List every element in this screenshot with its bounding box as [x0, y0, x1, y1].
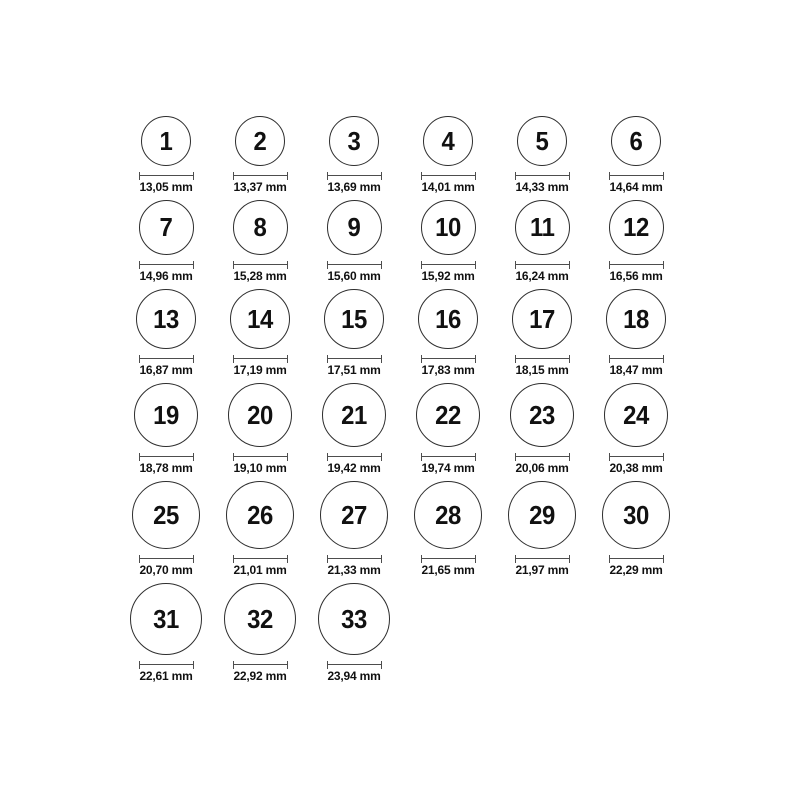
ring-size-item	[495, 116, 589, 194]
ring-circle	[233, 200, 288, 255]
ring-size-number: 12	[623, 212, 649, 242]
ring-size-item	[119, 583, 213, 683]
diameter-measure-icon	[139, 261, 194, 269]
diameter-measure-icon	[609, 453, 664, 461]
ring-size-number: 7	[159, 212, 173, 242]
ring-circle	[327, 200, 382, 255]
ring-size-number: 19	[153, 399, 179, 430]
ring-size-item	[495, 481, 589, 577]
ring-size-item	[119, 383, 213, 475]
ring-size-number: 8	[253, 212, 267, 242]
diameter-label: 19,74 mm	[421, 461, 475, 475]
diameter-label: 16,56 mm	[609, 269, 663, 283]
diameter-measure-icon	[327, 453, 382, 461]
diameter-measure-icon	[515, 555, 570, 563]
ring-circle	[421, 200, 476, 255]
ring-size-item	[589, 289, 683, 377]
diameter-measure-icon	[139, 555, 194, 563]
diameter-measure-icon	[421, 172, 476, 180]
ring-size-item	[589, 116, 683, 194]
ring-circle	[517, 116, 567, 166]
ring-circle	[512, 289, 572, 349]
ring-size-number: 14	[247, 303, 273, 334]
diameter-label: 21,01 mm	[233, 563, 287, 577]
ring-circle	[510, 383, 574, 447]
ring-size-item	[119, 481, 213, 577]
ring-circle	[320, 481, 388, 549]
ring-size-number: 9	[347, 212, 361, 242]
ring-size-row	[119, 289, 800, 377]
diameter-measure-icon	[327, 261, 382, 269]
ring-circle	[329, 116, 379, 166]
ring-circle	[418, 289, 478, 349]
diameter-measure-icon	[609, 555, 664, 563]
diameter-label: 21,65 mm	[421, 563, 475, 577]
ring-circle	[224, 583, 296, 655]
ring-circle	[136, 289, 196, 349]
ring-circle	[611, 116, 661, 166]
ring-size-number: 24	[623, 399, 649, 430]
diameter-label: 15,28 mm	[233, 269, 287, 283]
ring-circle	[230, 289, 290, 349]
ring-size-item	[307, 116, 401, 194]
diameter-measure-icon	[233, 555, 288, 563]
ring-size-number: 15	[341, 303, 367, 334]
ring-size-item	[213, 583, 307, 683]
diameter-label: 20,06 mm	[515, 461, 569, 475]
ring-circle	[235, 116, 285, 166]
diameter-measure-icon	[139, 661, 194, 669]
ring-size-number: 3	[347, 125, 361, 156]
ring-size-number: 30	[623, 499, 649, 530]
diameter-measure-icon	[515, 453, 570, 461]
ring-circle	[609, 200, 664, 255]
diameter-measure-icon	[327, 172, 382, 180]
ring-size-item	[213, 200, 307, 283]
ring-size-number: 25	[153, 499, 179, 530]
diameter-label: 15,92 mm	[421, 269, 475, 283]
ring-circle	[604, 383, 668, 447]
diameter-label: 19,42 mm	[327, 461, 381, 475]
diameter-label: 14,33 mm	[515, 180, 569, 194]
diameter-measure-icon	[327, 355, 382, 363]
diameter-label: 17,51 mm	[327, 363, 381, 377]
ring-size-number: 2	[253, 125, 267, 156]
diameter-measure-icon	[515, 172, 570, 180]
ring-circle	[324, 289, 384, 349]
ring-size-number: 11	[529, 212, 555, 242]
diameter-measure-icon	[609, 172, 664, 180]
ring-size-item	[589, 200, 683, 283]
ring-circle	[226, 481, 294, 549]
ring-size-number: 21	[341, 399, 367, 430]
ring-size-number: 33	[341, 603, 367, 634]
diameter-measure-icon	[515, 355, 570, 363]
ring-size-row	[119, 481, 800, 577]
ring-size-item	[307, 200, 401, 283]
ring-size-row	[119, 116, 800, 194]
ring-circle	[515, 200, 570, 255]
ring-size-item	[307, 289, 401, 377]
diameter-measure-icon	[421, 555, 476, 563]
ring-size-item	[401, 200, 495, 283]
diameter-label: 13,37 mm	[233, 180, 287, 194]
diameter-measure-icon	[421, 355, 476, 363]
diameter-measure-icon	[421, 261, 476, 269]
diameter-measure-icon	[139, 453, 194, 461]
ring-size-item	[401, 383, 495, 475]
ring-size-item	[119, 116, 213, 194]
diameter-label: 22,29 mm	[609, 563, 663, 577]
ring-circle	[318, 583, 390, 655]
diameter-label: 13,69 mm	[327, 180, 381, 194]
ring-size-item	[495, 289, 589, 377]
diameter-label: 18,47 mm	[609, 363, 663, 377]
ring-size-item	[307, 583, 401, 683]
ring-circle	[416, 383, 480, 447]
ring-circle	[322, 383, 386, 447]
ring-size-number: 1	[159, 125, 173, 156]
ring-size-item	[119, 289, 213, 377]
diameter-label: 16,24 mm	[515, 269, 569, 283]
ring-size-item	[495, 200, 589, 283]
ring-circle	[508, 481, 576, 549]
ring-size-item	[213, 116, 307, 194]
diameter-measure-icon	[609, 261, 664, 269]
diameter-label: 14,64 mm	[609, 180, 663, 194]
ring-circle	[602, 481, 670, 549]
ring-size-number: 23	[529, 399, 555, 430]
diameter-label: 23,94 mm	[327, 669, 381, 683]
ring-circle	[134, 383, 198, 447]
ring-size-number: 20	[247, 399, 273, 430]
ring-circle	[414, 481, 482, 549]
ring-size-number: 5	[535, 125, 549, 156]
ring-size-item	[213, 481, 307, 577]
diameter-label: 17,19 mm	[233, 363, 287, 377]
diameter-label: 16,87 mm	[139, 363, 193, 377]
ring-size-item	[401, 481, 495, 577]
ring-size-row	[119, 583, 800, 683]
diameter-label: 17,83 mm	[421, 363, 475, 377]
ring-size-number: 22	[435, 399, 461, 430]
ring-circle	[228, 383, 292, 447]
ring-size-item	[401, 116, 495, 194]
diameter-measure-icon	[233, 355, 288, 363]
ring-size-number: 28	[435, 499, 461, 530]
diameter-measure-icon	[139, 355, 194, 363]
ring-size-item	[589, 383, 683, 475]
ring-size-item	[589, 481, 683, 577]
ring-size-item	[307, 383, 401, 475]
diameter-measure-icon	[139, 172, 194, 180]
ring-size-number: 4	[441, 125, 455, 156]
ring-size-number: 27	[341, 499, 367, 530]
diameter-label: 14,96 mm	[139, 269, 193, 283]
diameter-label: 22,61 mm	[139, 669, 193, 683]
diameter-label: 13,05 mm	[139, 180, 193, 194]
ring-size-item	[213, 289, 307, 377]
ring-size-number: 13	[153, 303, 179, 334]
ring-size-number: 10	[435, 212, 461, 242]
diameter-label: 18,78 mm	[139, 461, 193, 475]
ring-size-item	[213, 383, 307, 475]
ring-size-number: 32	[247, 603, 273, 634]
ring-size-number: 18	[623, 303, 649, 334]
diameter-label: 20,70 mm	[139, 563, 193, 577]
diameter-label: 20,38 mm	[609, 461, 663, 475]
ring-circle	[606, 289, 666, 349]
ring-size-number: 16	[435, 303, 461, 334]
ring-size-number: 26	[247, 499, 273, 530]
ring-size-item	[401, 289, 495, 377]
ring-size-row	[119, 383, 800, 475]
diameter-label: 19,10 mm	[233, 461, 287, 475]
diameter-measure-icon	[327, 555, 382, 563]
ring-size-number: 29	[529, 499, 555, 530]
ring-size-number: 31	[153, 603, 179, 634]
diameter-label: 14,01 mm	[421, 180, 475, 194]
ring-size-number: 17	[529, 303, 555, 334]
diameter-label: 21,33 mm	[327, 563, 381, 577]
diameter-label: 21,97 mm	[515, 563, 569, 577]
diameter-label: 18,15 mm	[515, 363, 569, 377]
ring-circle	[141, 116, 191, 166]
ring-size-item	[119, 200, 213, 283]
diameter-measure-icon	[515, 261, 570, 269]
diameter-measure-icon	[233, 261, 288, 269]
ring-size-item	[307, 481, 401, 577]
ring-circle	[130, 583, 202, 655]
ring-circle	[423, 116, 473, 166]
diameter-measure-icon	[233, 453, 288, 461]
diameter-measure-icon	[421, 453, 476, 461]
ring-size-item	[495, 383, 589, 475]
diameter-label: 15,60 mm	[327, 269, 381, 283]
diameter-measure-icon	[609, 355, 664, 363]
diameter-measure-icon	[233, 661, 288, 669]
diameter-measure-icon	[327, 661, 382, 669]
ring-size-row	[119, 200, 800, 283]
diameter-measure-icon	[233, 172, 288, 180]
ring-circle	[132, 481, 200, 549]
ring-circle	[139, 200, 194, 255]
ring-size-number: 6	[629, 125, 643, 156]
diameter-label: 22,92 mm	[233, 669, 287, 683]
